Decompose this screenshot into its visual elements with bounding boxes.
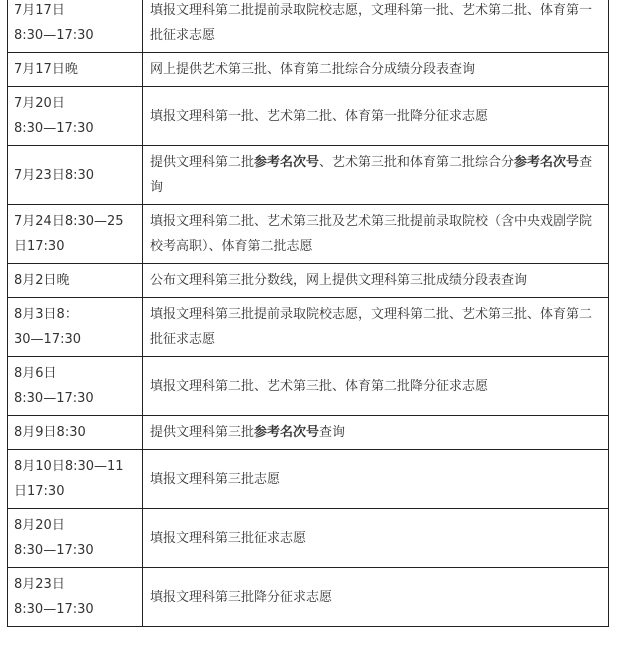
schedule-time-text: 8月6日: [14, 366, 57, 381]
schedule-row: [8, 0, 609, 53]
schedule-time-text: 日17:30: [14, 484, 65, 499]
schedule-row: [8, 53, 609, 87]
schedule-description-text: 填报文理科第三批提前录取院校志愿，文理科第二批、艺术第三批、体育第二批征求志愿: [150, 307, 593, 347]
schedule-time-cell: [8, 0, 143, 53]
schedule-description-emphasis: 参考名次号: [254, 425, 320, 440]
schedule-time-cell: [8, 416, 143, 450]
schedule-description-text: 填报文理科第二批、艺术第三批及艺术第三批提前录取院校（含中央戏剧学院校考高职）、体育第二批志愿: [150, 214, 593, 254]
schedule-time-text: 日17:30: [14, 239, 65, 254]
schedule-time-cell: [8, 205, 143, 264]
schedule-description-text: 填报文理科第三批降分征求志愿: [150, 589, 333, 605]
schedule-description-text: 提供文理科第二批: [150, 155, 255, 170]
schedule-description-cell: [143, 87, 609, 146]
schedule-time-text: 8月10日8:30—11: [14, 459, 124, 474]
schedule-row: [8, 87, 609, 146]
schedule-table-body: [8, 0, 609, 627]
schedule-time-text: 8月3日8：: [14, 307, 78, 322]
schedule-time-cell: [8, 357, 143, 416]
schedule-description-cell: [143, 568, 609, 627]
schedule-description-cell: [143, 416, 609, 450]
schedule-row: [8, 357, 609, 416]
schedule-time-text: 8月23日: [14, 577, 65, 592]
schedule-time-text: 7月17日: [14, 3, 65, 18]
schedule-time-text: 8:30—17:30: [14, 28, 94, 43]
schedule-row: [8, 509, 609, 568]
schedule-row: [8, 205, 609, 264]
schedule-row: [8, 416, 609, 450]
schedule-time-text: 8月2日晚: [14, 273, 70, 288]
schedule-description-text: 填报文理科第二批、艺术第三批、体育第二批降分征求志愿: [150, 378, 489, 394]
schedule-description-text: 、艺术第三批和体育第二批综合分: [319, 155, 515, 170]
schedule-description-text: 网上提供艺术第三批、体育第二批综合分成绩分段表查询: [150, 62, 476, 77]
schedule-time-cell: [8, 264, 143, 298]
schedule-time-text: 8月20日: [14, 518, 65, 533]
schedule-description-text: 填报文理科第二批提前录取院校志愿，文理科第一批、艺术第二批、体育第一批征求志愿: [150, 3, 593, 43]
schedule-time-text: 7月23日8:30: [14, 167, 95, 183]
schedule-description-cell: [143, 298, 609, 357]
schedule-time-text: 7月20日: [14, 96, 65, 111]
schedule-row: [8, 568, 609, 627]
schedule-time-cell: [8, 87, 143, 146]
schedule-time-cell: [8, 298, 143, 357]
schedule-description-text: 查询: [150, 155, 593, 195]
schedule-time-cell: [8, 509, 143, 568]
schedule-time-cell: [8, 146, 143, 205]
schedule-time-cell: [8, 450, 143, 509]
schedule-row: [8, 264, 609, 298]
schedule-description-cell: [143, 450, 609, 509]
schedule-description-text: 填报文理科第三批征求志愿: [150, 530, 307, 546]
schedule-description-text: 提供文理科第三批: [150, 425, 255, 440]
schedule-row: [8, 450, 609, 509]
schedule-description-text: 填报文理科第一批、艺术第二批、体育第一批降分征求志愿: [150, 108, 489, 124]
schedule-description-cell: [143, 205, 609, 264]
schedule-time-text: 7月17日晚: [14, 62, 78, 77]
schedule-time-cell: [8, 53, 143, 87]
schedule-description-cell: [143, 146, 609, 205]
schedule-description-text: 公布文理科第三批分数线，网上提供文理科第三批成绩分段表查询: [150, 273, 528, 288]
schedule-description-cell: [143, 53, 609, 87]
schedule-time-text: 8:30—17:30: [14, 543, 94, 558]
schedule-time-cell: [8, 568, 143, 627]
schedule-description-cell: [143, 0, 609, 53]
schedule-time-text: 7月24日8:30—25: [14, 214, 124, 229]
schedule-time-text: 8月9日8:30: [14, 425, 86, 440]
schedule-row: [8, 146, 609, 205]
schedule-description-cell: [143, 509, 609, 568]
schedule-description-emphasis: 参考名次号: [514, 155, 580, 170]
schedule-time-text: 8:30—17:30: [14, 391, 94, 406]
schedule-time-text: 8:30—17:30: [14, 121, 94, 136]
schedule-description-text: 查询: [319, 425, 346, 440]
admission-schedule-table: [7, 0, 609, 627]
schedule-description-emphasis: 参考名次号: [254, 155, 320, 170]
schedule-time-text: 8:30—17:30: [14, 602, 94, 617]
schedule-description-cell: [143, 357, 609, 416]
schedule-time-text: 30—17:30: [14, 332, 82, 347]
schedule-description-cell: [143, 264, 609, 298]
schedule-description-text: 填报文理科第三批志愿: [150, 471, 281, 487]
schedule-row: [8, 298, 609, 357]
